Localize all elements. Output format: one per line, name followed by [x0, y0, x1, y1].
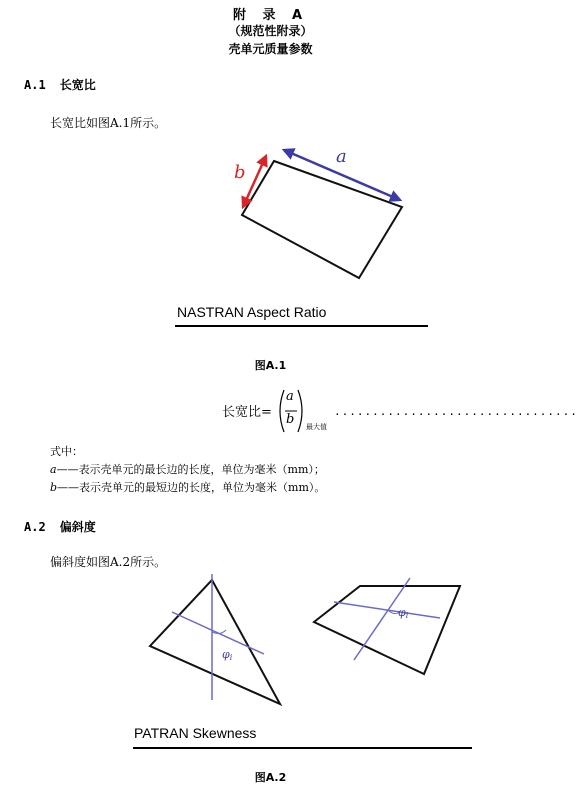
shell-element-quadrilateral [314, 586, 460, 674]
triangle-midline-horizontal [172, 612, 264, 654]
section-a1-intro: 长宽比如图A.1所示。 [50, 116, 167, 130]
diagram-label-a: a [336, 146, 347, 167]
figure-a2-caption: 图A.2 [254, 771, 287, 784]
section-a2-heading [24, 518, 96, 535]
figure-a2-underline [133, 747, 472, 749]
appendix-subtitle: （规范性附录） [228, 24, 313, 38]
section-title: 长宽比 [59, 78, 96, 92]
diagram-label-b: b [234, 162, 246, 183]
figure-a1-caption: 图A.1 [254, 359, 287, 372]
formula-dots: ................................ [334, 405, 578, 418]
where-label: 式中： [50, 445, 83, 458]
section-number: A.1 [24, 78, 46, 92]
triangle-angle-label: φi [222, 648, 233, 662]
figure-a1-underline [175, 325, 428, 327]
section-a1-heading [24, 76, 96, 93]
formula-numerator: a [286, 389, 294, 404]
appendix-heading: 壳单元质量参数 [228, 42, 313, 56]
figure-a1-label: NASTRAN Aspect Ratio [177, 304, 327, 320]
shell-element-rectangle [242, 161, 402, 278]
section-title: 偏斜度 [59, 520, 96, 534]
figure-a2-label: PATRAN Skewness [134, 725, 257, 741]
definition-var: b [50, 481, 58, 494]
quad-midline-vertical [354, 578, 410, 660]
definition-text: ——表示壳单元的最短边的长度，单位为毫米（mm）。 [57, 481, 326, 494]
formula-lhs: 长宽比= [222, 405, 272, 420]
formula-subscript: 最大值 [306, 423, 327, 431]
formula-denominator: b [286, 412, 295, 427]
quad-angle-label: φi [398, 606, 409, 620]
shell-element-triangle [150, 580, 280, 704]
definition-a [50, 461, 325, 477]
section-a2-intro: 偏斜度如图A.2所示。 [50, 555, 167, 569]
definition-text: ——表示壳单元的最长边的长度，单位为毫米（mm）； [56, 463, 325, 476]
skewness-diagram [140, 570, 480, 710]
appendix-title: 附 录 A [232, 8, 309, 23]
definition-var: a [50, 463, 57, 476]
section-number: A.2 [24, 520, 46, 534]
definition-b [50, 479, 325, 495]
quad-midline-horizontal [334, 602, 440, 618]
